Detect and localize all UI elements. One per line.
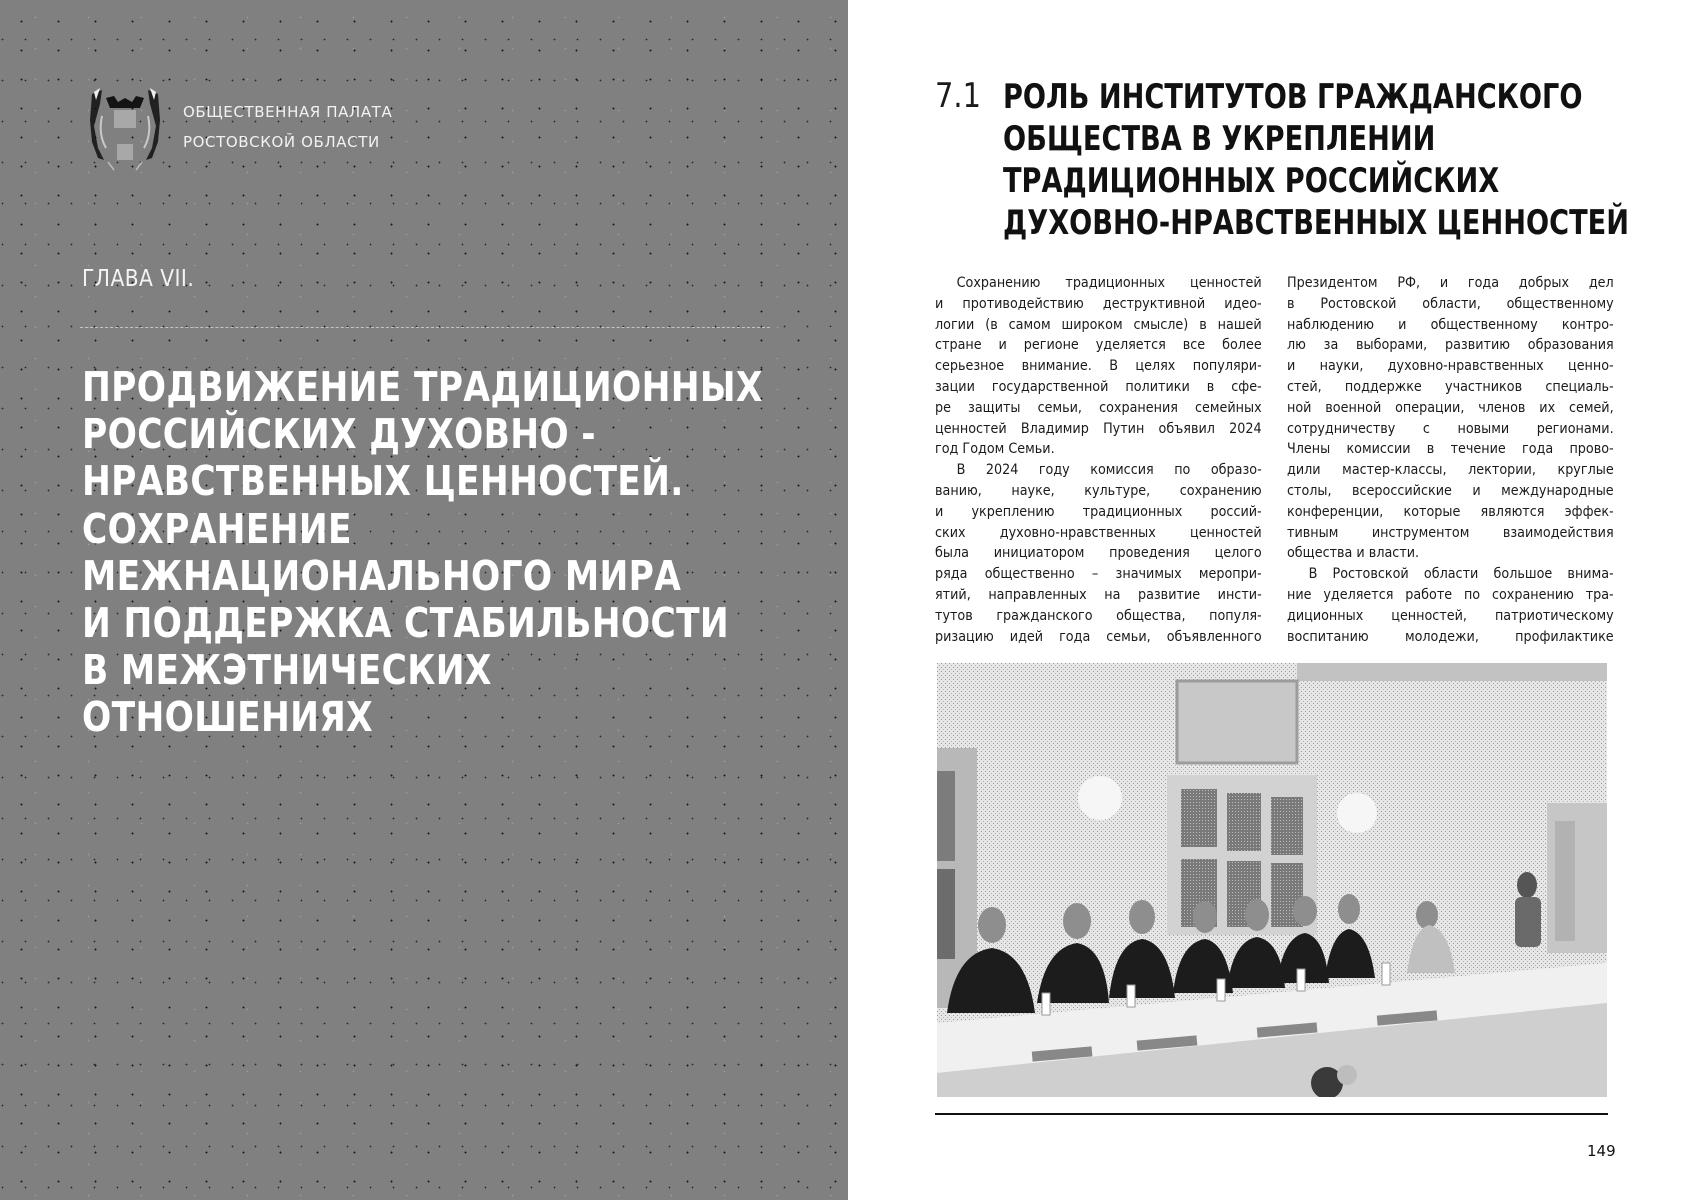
body-text-line: В Ростовской области большое внима- (1308, 566, 1614, 583)
chapter-label: ГЛАВА VII. (82, 266, 195, 292)
meeting-photo (937, 663, 1607, 1097)
body-text-line: ной военной операции, членов их семей, (1287, 399, 1614, 416)
chapter-divider (80, 327, 770, 328)
section-title-line: РОЛЬ ИНСТИТУТОВ ГРАЖДАНСКОГО (1003, 77, 1583, 117)
section-title-line: ОБЩЕСТВА В УКРЕПЛЕНИИ (1003, 119, 1436, 159)
chapter-title (82, 363, 763, 742)
body-text-line: стей, поддержке участников специаль- (1287, 378, 1614, 395)
body-text-line: логии (в самом широком смысле) в нашей (935, 316, 1262, 333)
section-title-line: ТРАДИЦИОННЫХ РОССИЙСКИХ (1003, 161, 1500, 201)
body-text-line: тивным инструментом взаимодействия (1287, 524, 1614, 541)
chapter-title-line: ОТНОШЕНИЯХ (82, 693, 374, 742)
meeting-photo-illustration (937, 663, 1607, 1097)
section-title-line: ДУХОВНО-НРАВСТВЕННЫХ ЦЕННОСТЕЙ (1003, 203, 1629, 243)
body-text-line: и науки, духовно-нравственных ценно- (1287, 358, 1614, 375)
body-text-line: Сохранению традиционных ценностей (956, 275, 1262, 291)
body-text-line: ряда общественно – значимых меропри- (935, 566, 1262, 583)
body-text-line: год Годом Семьи. (935, 441, 1055, 458)
section-number: 7.1 (935, 76, 981, 116)
body-text-line: наблюдению и общественному контро- (1287, 316, 1614, 333)
body-text-line: сотрудничеству с новыми регионами. (1287, 420, 1614, 437)
body-text-line: конференции, которые являются эффек- (1287, 503, 1614, 520)
page-number: 149 (1587, 1142, 1616, 1160)
chapter-title-line: ПРОДВИЖЕНИЕ ТРАДИЦИОННЫХ (82, 363, 763, 411)
chapter-title-line: СОХРАНЕНИЕ (82, 504, 352, 553)
body-text-line: ятий, направленных на развитие инсти- (935, 586, 1262, 603)
body-text-line: диционных ценностей, патриотическому (1287, 607, 1614, 624)
organization-name-line: ОБЩЕСТВЕННАЯ ПАЛАТА (183, 103, 393, 121)
body-text-line: лю за выборами, развитию образования (1287, 337, 1614, 354)
body-text-line: была инициатором проведения целого (935, 545, 1262, 562)
body-text-line: В 2024 году комиссия по образо- (956, 462, 1262, 479)
footer-rule (935, 1113, 1608, 1115)
body-text-line: воспитанию молодежи, профилактике (1287, 628, 1614, 645)
chapter-cover-page (0, 0, 848, 1200)
body-text-line: ризацию идей года семьи, объявленного (935, 628, 1262, 645)
coat-of-arms-emblem-icon (84, 86, 166, 172)
organization-name-line: РОСТОВСКОЙ ОБЛАСТИ (183, 133, 380, 151)
body-text-line: ние уделяется работе по сохранению тра- (1287, 586, 1614, 603)
chapter-title-line: МЕЖНАЦИОНАЛЬНОГО МИРА (82, 551, 682, 600)
body-text-line: тутов гражданского общества, популя- (935, 607, 1262, 624)
body-text-line: дили мастер-классы, лектории, круглые (1287, 462, 1614, 479)
body-text-line: столы, всероссийские и международные (1287, 482, 1614, 499)
chapter-title-line: И ПОДДЕРЖКА СТАБИЛЬНОСТИ (82, 599, 730, 648)
body-text-line: Члены комиссии в течение года прово- (1287, 441, 1614, 458)
body-text-line: и противодействию деструктивной идео- (935, 295, 1262, 312)
section-title (1003, 76, 1629, 244)
body-text-line: ванию, науке, культуре, сохранению (935, 482, 1262, 499)
organization-name (183, 97, 392, 157)
chapter-title-line: НРАВСТВЕННЫХ ЦЕННОСТЕЙ. (82, 457, 684, 506)
body-text-line: общества и власти. (1287, 545, 1420, 562)
body-column-right (1287, 273, 1614, 647)
body-text-line: ценностей Владимир Путин объявил 2024 (935, 420, 1262, 437)
body-text-line: стране и регионе уделяется все более (935, 337, 1262, 354)
chapter-title-line: В МЕЖЭТНИЧЕСКИХ (82, 646, 492, 695)
body-text-line: серьезное внимание. В целях популяри- (935, 358, 1262, 375)
body-text-line: зации государственной политики в сфе- (935, 378, 1262, 395)
body-text-line: ских духовно-нравственных ценностей (935, 524, 1262, 541)
body-text-line: Президентом РФ, и года добрых дел (1287, 275, 1614, 291)
body-column-left (935, 273, 1262, 647)
content-page (848, 0, 1698, 1200)
body-text-line: и укреплению традиционных россий- (935, 503, 1262, 520)
body-text-line: в Ростовской области, общественному (1287, 295, 1614, 312)
body-text-line: ре защиты семьи, сохранения семейных (935, 399, 1262, 416)
chapter-title-line: РОССИЙСКИХ ДУХОВНО - (82, 410, 596, 459)
